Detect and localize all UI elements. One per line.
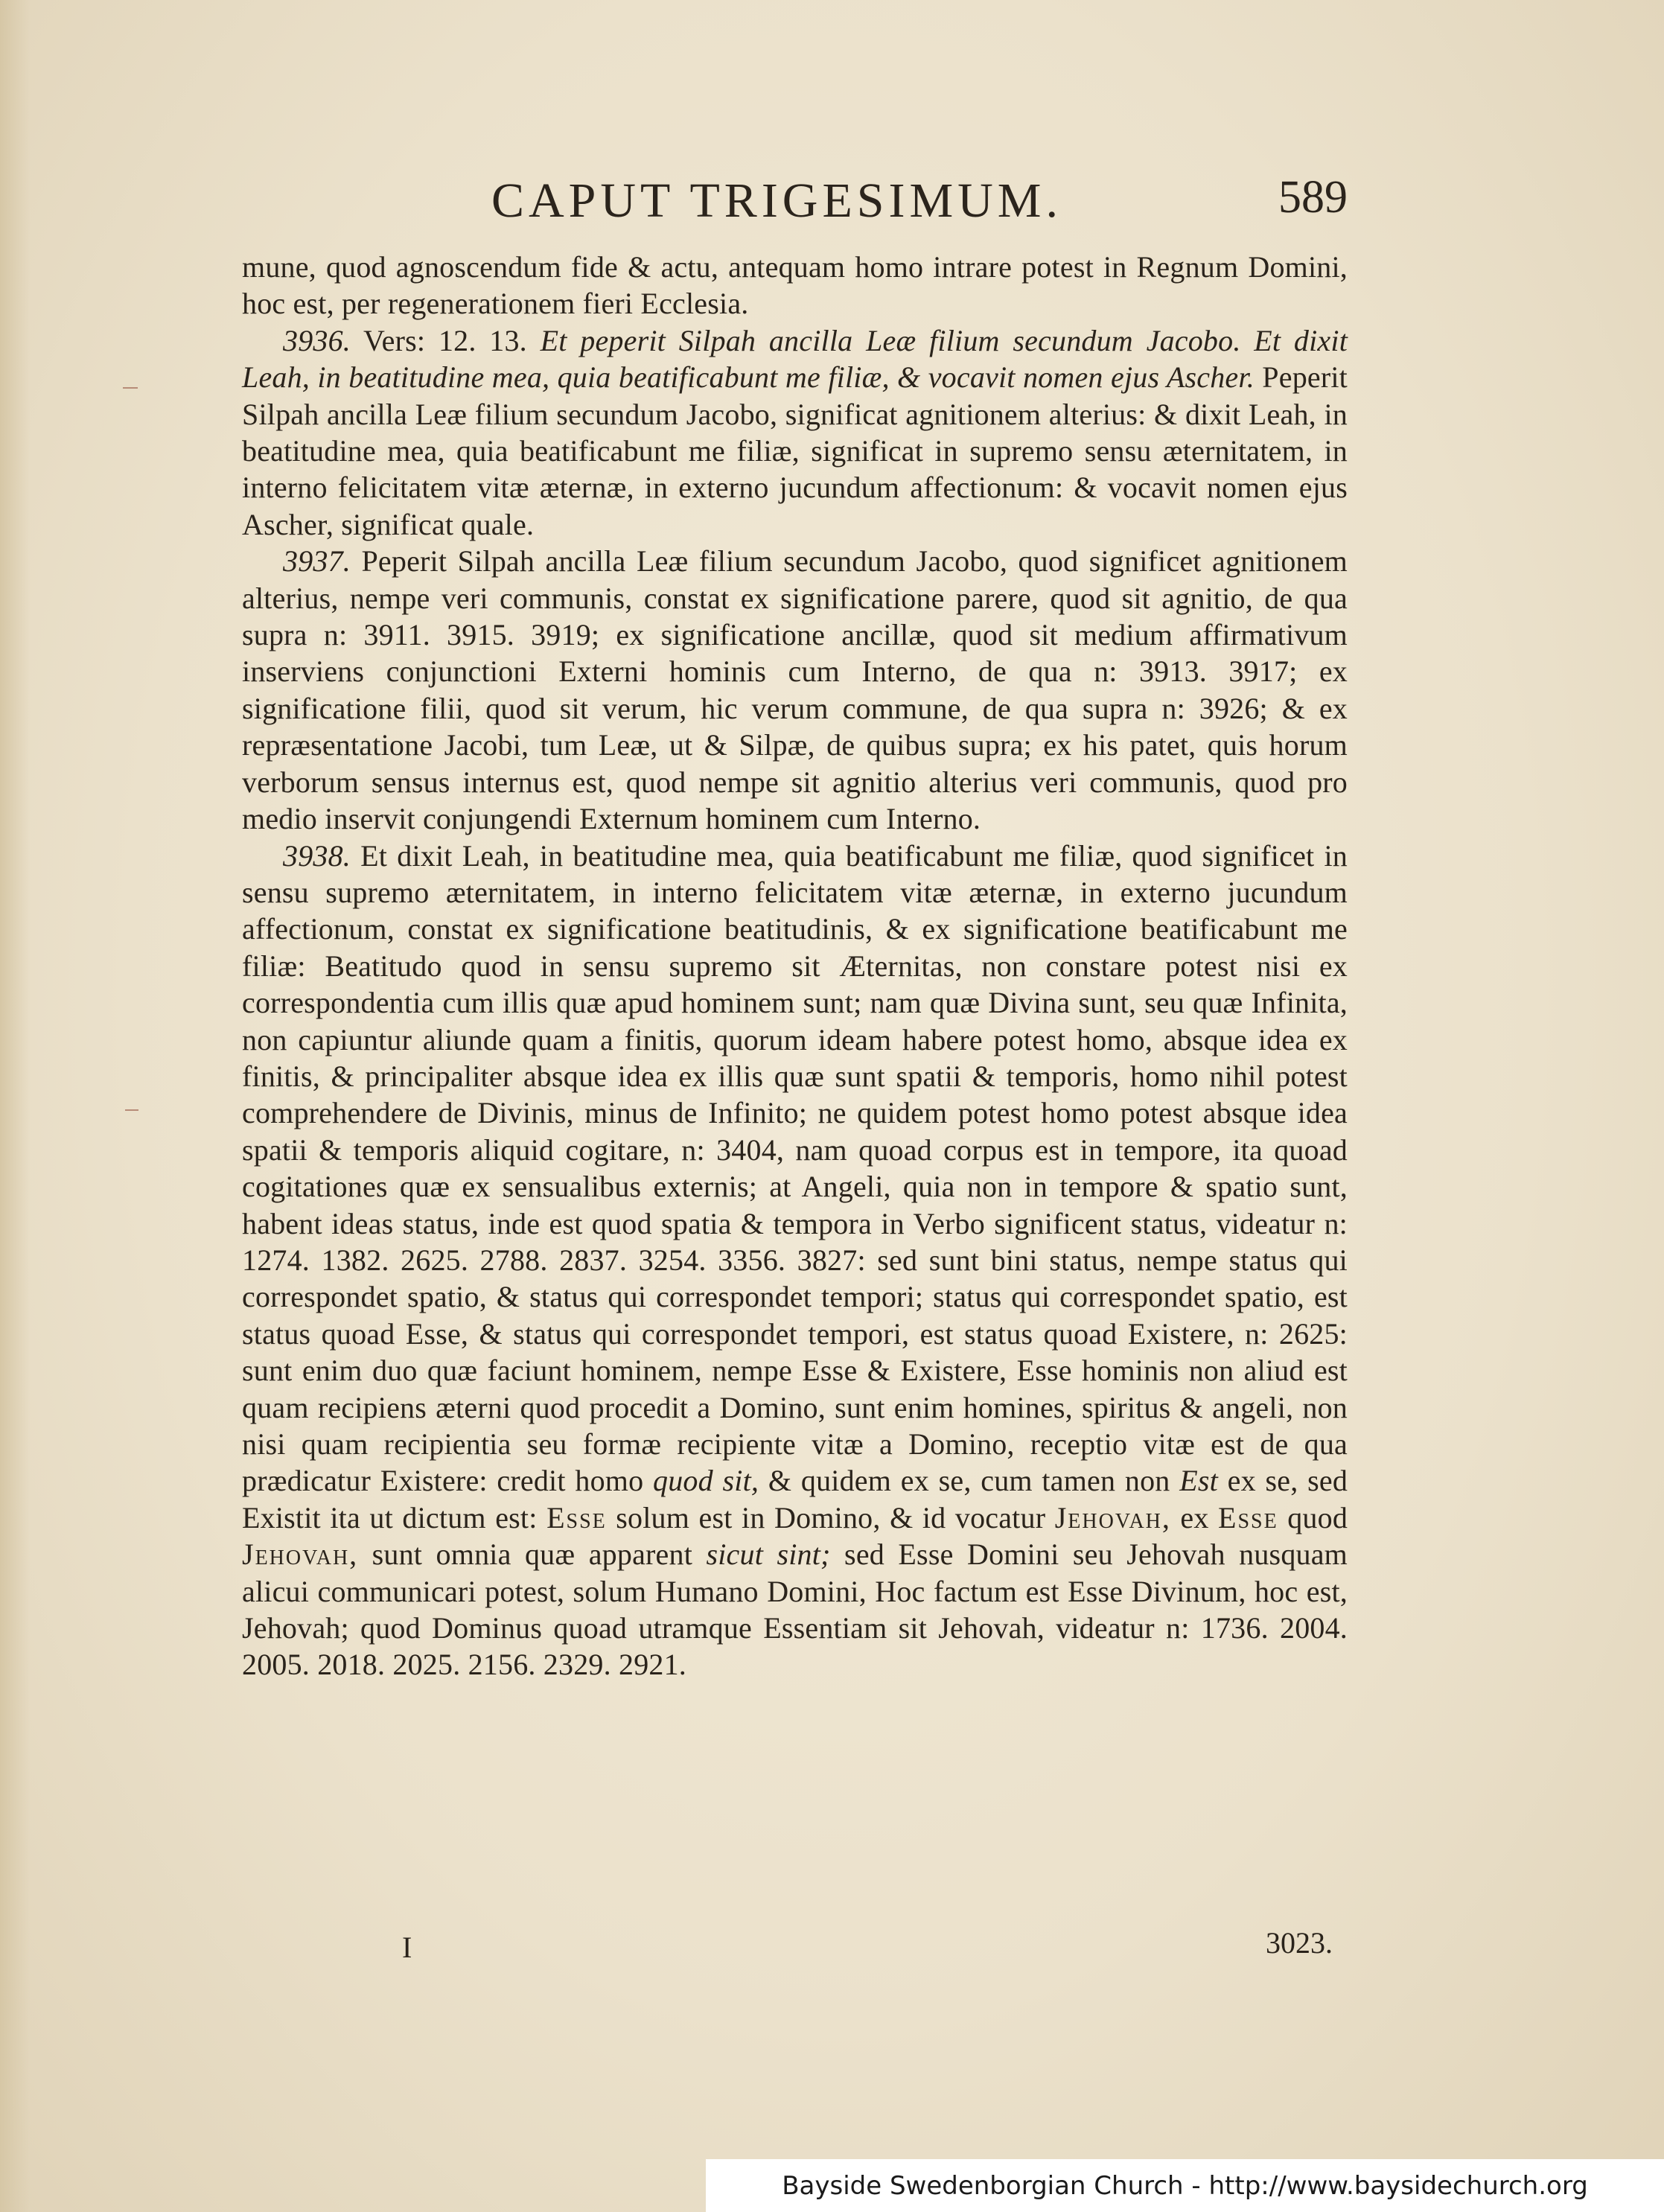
paragraph-text: sed Esse Domini seu Jehovah nusquam alicui communicari potest, solum Humano Domini, Hoc factum est Esse Divinum, hoc est, Jehovah; quod Dominus quoad utramque Essentiam sit Jehovah, videatur n: 1736. 2004. 2005. 2018. 2025. 2156. 2329. 2921. [242, 1537, 1348, 1682]
body-text [242, 249, 1348, 1683]
small-caps-word: Esse [1218, 1500, 1278, 1534]
italic-phrase: Est [1179, 1464, 1218, 1498]
paragraph-text: Peperit Silpah ancilla Leæ filium secundum Jacobo, significat agnitionem alterius: & dixit Leah, in beatitudine mea, quia beatificabunt me filiæ, significat in supremo sensu æternitatem, in interno felicitatem vitæ æternæ, in externo jucundum affectionum: & vocavit nomen ejus Ascher, significat quale. [242, 360, 1348, 541]
paragraph-text: Peperit Silpah ancilla Leæ filium secundum Jacobo, quod significet agnitionem alterius, nempe veri communis, constat ex significatione parere, quod sit agnitio, de qua supra n: 3911. 3915. 3919; ex significatione ancillæ, quod sit medium affirmativum inserviens conjunctioni Externi hominis cum Interno, de qua n: 3913. 3917; ex significatione filii, quod sit verum, hic verum commune, de qua supra n: 3926; & ex repræsentatione Jacobi, tum Leæ, ut & Silpæ, de quibus supra; ex his patet, quis horum verborum sensus internus est, quod nempe sit agnitio alterius veri communis, quod pro medio inservit conjungendi Externum hominem cum Interno. [242, 544, 1348, 836]
paragraph-3938 [242, 838, 1348, 1683]
italic-phrase: quod sit, [653, 1464, 759, 1498]
signature-mark: I [402, 1931, 412, 1964]
paragraph-text: quod [1287, 1500, 1348, 1534]
page-header [476, 165, 1362, 232]
margin-mark [123, 387, 138, 389]
verse-quote: Et peperit Silpah ancilla Leæ filium secundum Jacobo. Et dixit Leah, in beatitudine mea, quia beatificabunt me filiæ, & vocavit nomen ejus Ascher. [242, 323, 1348, 395]
paragraph-number: 3936. [283, 323, 351, 357]
page-gutter-shadow [0, 0, 30, 2212]
italic-phrase: sicut sint; [706, 1537, 831, 1572]
paragraph-text: solum est in Domino, & id vocatur [616, 1500, 1046, 1534]
running-head: CAPUT TRIGESIMUM. [491, 173, 1062, 228]
verse-reference: Vers: 12. 13. [363, 323, 527, 357]
paragraph-3936 [242, 322, 1348, 543]
small-caps-word: Jehovah, [1054, 1500, 1171, 1534]
margin-mark [125, 1109, 138, 1111]
small-caps-word: Jehovah, [242, 1537, 359, 1572]
paragraph-number: 3938. [283, 838, 351, 873]
small-caps-word: Esse [546, 1500, 607, 1534]
paragraph-text: & quidem ex se, cum tamen non [768, 1464, 1170, 1498]
paragraph-text: Et dixit Leah, in beatitudine mea, quia beatificabunt me filiæ, quod significet in sensu supremo æternitatem, in interno felicitatem vitæ æternæ, in externo jucundum affectionum, constat ex significatione beatitudinis, & ex significatione beatificabunt me filiæ: Beatitudo quod in sensu supremo sit Æternitas, non constare potest nisi ex correspondentia cum illis quæ apud hominem sunt; nam quæ Divina sunt, seu quæ Infinita, non capiuntur aliunde quam a finitis, quorum ideam habere potest homo, absque idea ex finitis, & principaliter absque idea ex illis quæ sunt spatii & temporis, homo nihil potest comprehendere de Divinis, minus de Infinito; ne quidem potest homo potest absque idea spatii & temporis aliquid cogitare, n: 3404, nam quoad corpus est in tempore, ita quoad cogitationes quæ ex sensualibus externis; at Angeli, quia non in tempore & spatio sunt, habent ideas status, inde est quod spatia & tempora in Verbo significent status, videatur n: 1274. 1382. 2625. 2788. 2837. 3254. 3356. 3827: sed sunt bini status, nempe status qui correspondet spatio, & status qui correspondet tempori; status qui correspondet spatio, est status quoad Esse, & status qui correspondet tempori, est status quoad Existere, n: 2625: sunt enim duo quæ faciunt hominem, nempe Esse & Existere, Esse hominis non aliud est quam recipiens æterni quod procedit a Domino, sunt enim homines, spiritus & angeli, non nisi quam recipientia seu formæ recipiente vitæ a Domino, receptio vitæ est de qua prædicatur Existere: credit homo [242, 838, 1348, 1498]
watermark-banner: Bayside Swedenborgian Church - http://www.baysidechurch.org [706, 2159, 1664, 2212]
paragraph-continuation: mune, quod agnoscendum fide & actu, antequam homo intrare potest in Regnum Domini, hoc est, per regenerationem fieri Ecclesia. [242, 250, 1348, 321]
paragraph-text: ex [1180, 1500, 1209, 1534]
paragraph-3937 [242, 543, 1348, 837]
page-number: 589 [1278, 172, 1348, 223]
catchword: 3023. [1266, 1926, 1333, 1960]
paragraph-text: sunt omnia quæ apparent [372, 1537, 693, 1572]
paragraph-number: 3937. [283, 544, 351, 579]
paragraph-text: ex se, sed Existit ita ut dictum est: [242, 1464, 1348, 1534]
